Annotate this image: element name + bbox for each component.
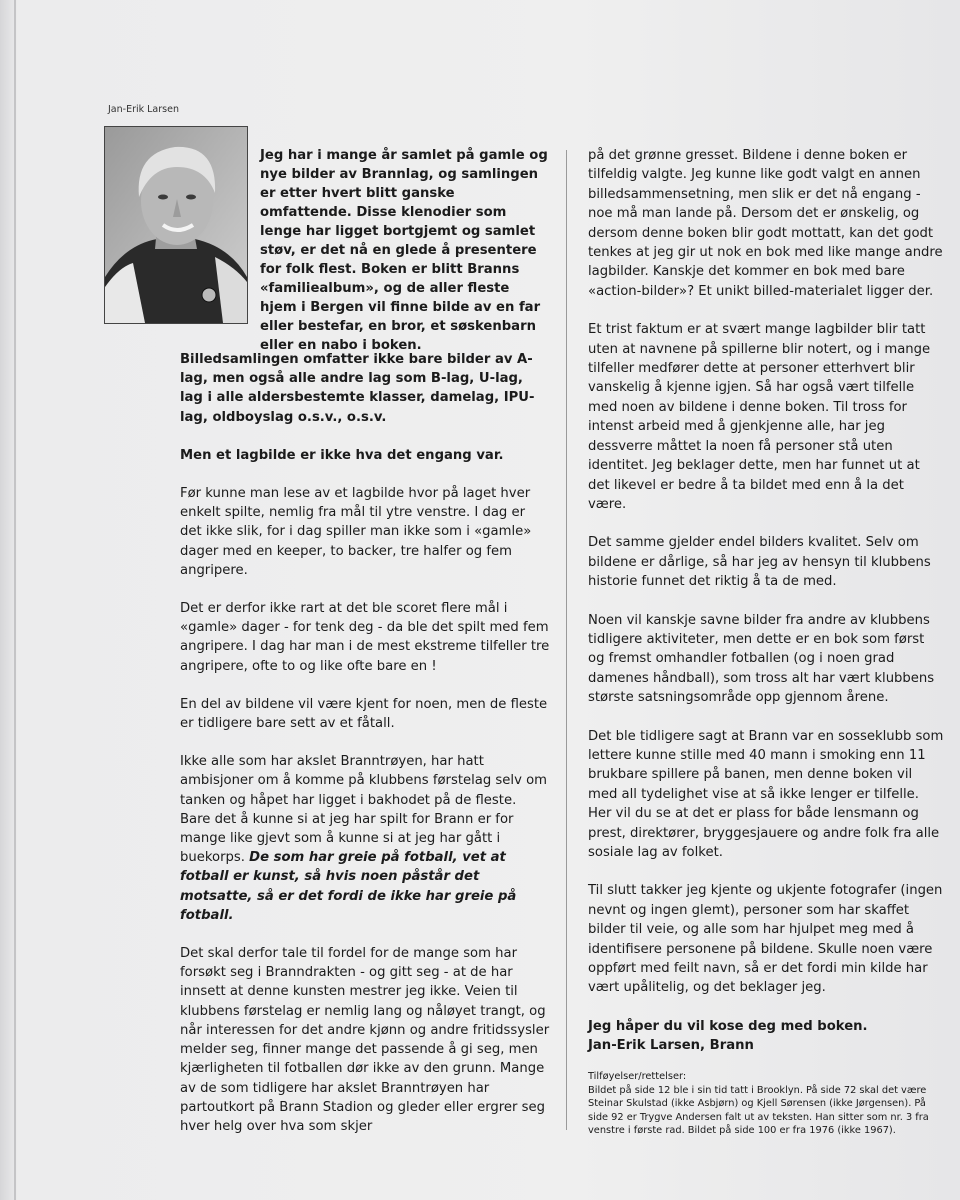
paragraph-thanks: Til slutt takker jeg kjente og ukjente fotografer (ingen nevnt og ingen glemt), personer som har skaffet bilder til veie, og alle som har hjulpet meg med å identifisere personene på bildene. Skulle noen være oppført med feilt navn, så er det fordi min kilde har vært upålitelig, og det beklager jeg.	[588, 883, 943, 996]
right-column	[588, 146, 944, 1138]
signature-line-1: Jeg håper du vil kose deg med boken.	[588, 1018, 868, 1034]
paragraph-branndrakten: Det skal derfor tale til fordel for de mange som har forsøkt seg i Branndrakten - og gitt seg - at de har innsett at denne kunsten mestrer jeg ikke. Veien til klubbens førstelag er nemlig lang og nåløyet trangt, og når interessen for det andre kjønn og andre fritidssysler melder seg, finner mange det passende å gi seg, men kjærligheten til fotballen dør ikke av den grunn. Mange av de som tidligere har akslet Branntrøyen har partoutkort på Brann Stadion og gleder eller ergrer seg hver helg over hva som skjer	[180, 946, 550, 1134]
corrections-title: Tilføyelser/rettelser:	[588, 1070, 687, 1082]
photo-caption: Jan-Erik Larsen	[108, 104, 179, 115]
paragraph-branntroyen	[180, 752, 550, 925]
paragraph-known-pictures: En del av bildene vil være kjent for noen, men de fleste er tidligere bare sett av et fåtall.	[180, 696, 548, 732]
column-divider	[566, 150, 567, 1130]
paragraph-activities: Noen vil kanskje savne bilder fra andre av klubbens tidligere aktiviteter, men dette er en bok som først og fremst omhandler fotballen (og i noen grad damenes håndball), som tross alt har vært klubbens største satsningsområde opp gjennom årene.	[588, 612, 935, 706]
paragraph-names: Et trist faktum er at svært mange lagbilder blir tatt uten at navnene på spillerne blir notert, og i mange tilfeller medfører dette at personer etterhvert blir vanskelig å kjenne igjen. Så har også vært tilfelle med noen av bildene i denne boken. Til tross for intenst arbeid med å gjenkjenne alle, har jeg dessverre måttet la noen få personer stå uten identitet. Jeg beklager dette, men har funnet ut at det likevel er bedre å ta bildet med enn å la det være.	[588, 322, 931, 512]
author-portrait	[104, 126, 248, 324]
paragraph-collection: Billedsamlingen omfatter ikke bare bilder av A-lag, men også alle andre lag som B-lag, U-lag, lag i alle aldersbestemte klasser, damelag, IPU-lag, oldboyslag o.s.v., o.s.v.	[180, 352, 535, 425]
corrections-note	[588, 1070, 944, 1138]
emphasis-quote: De som har greie på fotball, vet at fotball er kunst, så hvis noen påstår det motsatte, så er det fordi de ikke har greie på fotball.	[180, 850, 517, 923]
paragraph-branntroyen-text: Ikke alle som har akslet Branntrøyen, har hatt ambisjoner om å komme på klubbens førstelag selv om tanken og håpet har ligget i bakhodet på de fleste. Bare det å kunne si at jeg har spilt for Brann er for mange like gjevt som å kunne si at jeg har gått i buekorps.	[180, 754, 547, 866]
paragraph-formations: Før kunne man lese av et lagbilde hvor på laget hver enkelt spilte, nemlig fra mål til ytre venstre. I dag er det ikke slik, for i dag spiller man ikke som i «gamle» dager med en keeper, to backer, tre halfer og fem angripere.	[180, 486, 532, 578]
corrections-text: Bildet på side 12 ble i sin tid tatt i Brooklyn. På side 72 skal det være Steinar Skulstad (ikke Asbjørn) og Kjell Sørensen (ikke Jørgensen). På side 92 er Trygve Andersen falt ut av teksten. Han sitter som nr. 3 fra venstre i første rad. Bildet på side 100 er fra 1976 (ikke 1967).	[588, 1085, 929, 1137]
paragraph-quality: Det samme gjelder endel bilders kvalitet. Selv om bildene er dårlige, så har jeg av hensyn til klubbens historie funnet det riktig å ta de med.	[588, 535, 931, 590]
paragraph-sosseklubb: Det ble tidligere sagt at Brann var en sosseklubb som lettere kunne stille med 40 mann i smoking enn 11 brukbare spillere på banen, men denne boken vil med all tydelighet vise at så ikke lenger er tilfelle. Her vil du se at det er plass for både lensmann og prest, direktører, bryggesjauere og andre folk fra alle sosiale lag av folket.	[588, 728, 944, 860]
intro-column	[260, 146, 550, 374]
paragraph-lagbilde-heading: Men et lagbilde er ikke hva det engang var.	[180, 447, 504, 463]
paragraph-green-grass: på det grønne gresset. Bildene i denne boken er tilfeldig valgte. Jeg kunne like godt valgt en annen billedsammensetning, men slik er det nå engang - noe må man lande på. Dersom det er ønskelig, og dersom denne boken blir godt mottatt, kan det godt tenkes at jeg gir ut nok en bok med like mange andre lagbilder. Kanskje det kommer en bok med bare «action-bilder»? Et unikt billed-materialet ligger der.	[588, 148, 943, 299]
intro-paragraph: Jeg har i mange år samlet på gamle og nye bilder av Brannlag, og samlingen er etter hvert blitt ganske omfattende. Disse klenodier som lenge har ligget bortgjemt og samlet støv, er det nå en glede å presentere for folk flest. Boken er blitt Branns «familiealbum», og de aller fleste hjem i Bergen vil finne bilde av en far eller bestefar, en bror, et søskenbarn eller en nabo i boken.	[260, 148, 548, 353]
left-column	[180, 350, 550, 1155]
signature-line-2: Jan-Erik Larsen, Brann	[588, 1038, 754, 1054]
paragraph-goals: Det er derfor ikke rart at det ble scoret flere mål i «gamle» dager - for tenk deg - da ble det spilt med fem angripere. I dag har man i de mest ekstreme tilfeller tre angripere, ofte to og like ofte bare en !	[180, 601, 550, 674]
page-edge	[14, 0, 16, 1200]
